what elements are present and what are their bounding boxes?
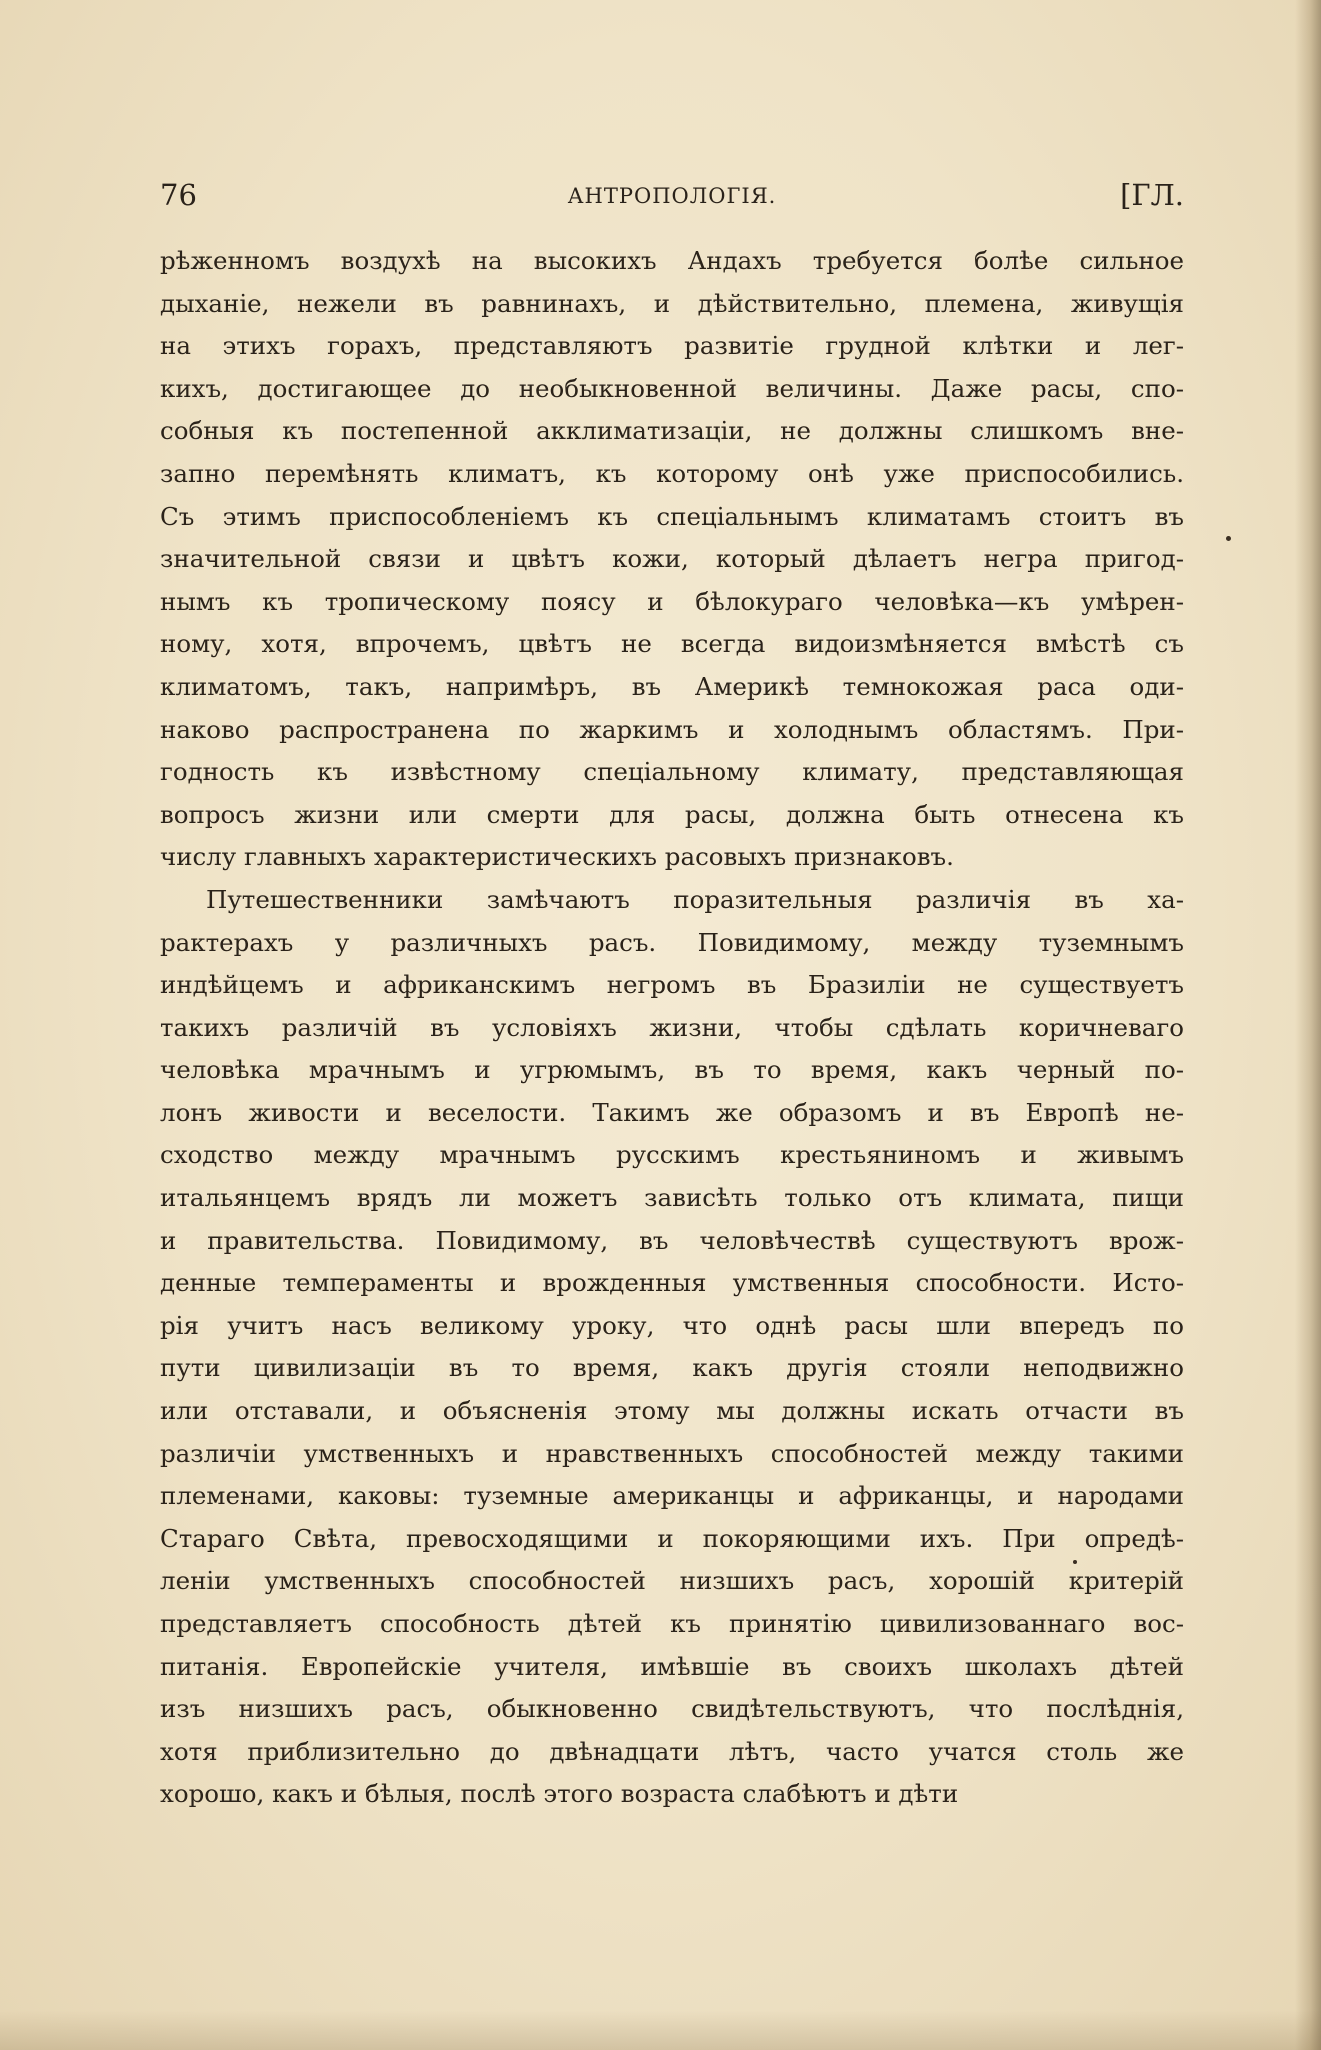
ink-speck bbox=[1226, 536, 1231, 541]
text-line: питанія. Европейскіе учителя, имѣвшіе въ своихъ школахъ дѣтей bbox=[160, 1651, 1184, 1681]
text-line: изъ низшихъ расъ, обыкновенно свидѣтельствуютъ, что послѣднія, bbox=[160, 1694, 1184, 1724]
text-line: дыханіе, нежели въ равнинахъ, и дѣйствительно, племена, живущія bbox=[160, 288, 1184, 318]
page-edge-shadow bbox=[1295, 0, 1321, 2050]
page-bottom-shadow bbox=[0, 2010, 1321, 2050]
chapter-mark: [ГЛ. bbox=[1120, 178, 1184, 212]
text-line: кихъ, достигающее до необыкновенной величины. Даже расы, спо- bbox=[160, 373, 1184, 403]
text-line: сходство между мрачнымъ русскимъ крестьяниномъ и живымъ bbox=[160, 1140, 1184, 1170]
running-header bbox=[160, 178, 1184, 218]
text-line: такихъ различій въ условіяхъ жизни, чтобы сдѣлать коричневаго bbox=[160, 1012, 1184, 1042]
text-line: запно перемѣнять климатъ, къ которому онѣ уже приспособились. bbox=[160, 458, 1184, 488]
text-line: денные темпераменты и врожденныя умственныя способности. Исто- bbox=[160, 1268, 1184, 1298]
text-line: пути цивилизаціи въ то время, какъ другія стояли неподвижно bbox=[160, 1353, 1184, 1383]
text-line: Съ этимъ приспособленіемъ къ спеціальнымъ климатамъ стоитъ въ bbox=[160, 501, 1184, 531]
text-line: климатомъ, такъ, напримѣръ, въ Америкѣ темнокожая раса оди- bbox=[160, 671, 1184, 701]
text-line: на этихъ горахъ, представляютъ развитіе грудной клѣтки и лег- bbox=[160, 331, 1184, 361]
ink-speck bbox=[1073, 1560, 1077, 1564]
text-line: лонъ живости и веселости. Такимъ же образомъ и въ Европѣ не- bbox=[160, 1097, 1184, 1127]
text-line: рѣженномъ воздухѣ на высокихъ Андахъ требуется болѣе сильное bbox=[160, 246, 1184, 275]
body-text bbox=[160, 240, 1184, 1816]
text-line: Стараго Свѣта, превосходящими и покоряющими ихъ. При опредѣ- bbox=[160, 1523, 1184, 1553]
text-line: числу главныхъ характеристическихъ расовыхъ признаковъ. bbox=[160, 842, 954, 872]
paragraph bbox=[160, 240, 1184, 879]
text-line: Путешественники замѣчаютъ поразительныя различія въ ха- bbox=[206, 884, 1184, 914]
text-line: рактерахъ у различныхъ расъ. Повидимому, между туземнымъ bbox=[160, 927, 1184, 957]
text-line: человѣка мрачнымъ и угрюмымъ, въ то время, какъ черный по- bbox=[160, 1055, 1184, 1085]
text-line: племенами, каковы: туземные американцы и африканцы, и народами bbox=[160, 1481, 1184, 1511]
text-line: нымъ къ тропическому поясу и бѣлокураго человѣка—къ умѣрен- bbox=[160, 586, 1184, 616]
text-line: значительной связи и цвѣтъ кожи, который дѣлаетъ негра пригод- bbox=[160, 544, 1184, 574]
paragraph bbox=[160, 879, 1184, 1816]
text-line: рія учитъ насъ великому уроку, что однѣ расы шли впередъ по bbox=[160, 1310, 1184, 1340]
text-line: ному, хотя, впрочемъ, цвѣтъ не всегда видоизмѣняется вмѣстѣ съ bbox=[160, 629, 1184, 659]
text-line: собныя къ постепенной акклиматизаціи, не должны слишкомъ вне- bbox=[160, 416, 1184, 446]
text-line: представляетъ способность дѣтей къ принятію цивилизованнаго вос- bbox=[160, 1609, 1184, 1638]
text-line: хорошо, какъ и бѣлыя, послѣ этого возраста слабѣютъ и дѣти bbox=[160, 1779, 959, 1809]
text-line: вопросъ жизни или смерти для расы, должна быть отнесена къ bbox=[160, 799, 1184, 829]
text-line: наково распространена по жаркимъ и холоднымъ областямъ. При- bbox=[160, 714, 1184, 744]
text-line: или отставали, и объясненія этому мы должны искать отчасти въ bbox=[160, 1396, 1184, 1426]
text-line: хотя приблизительно до двѣнадцати лѣтъ, часто учатся столь же bbox=[160, 1736, 1184, 1766]
running-title: АНТРОПОЛОГІЯ. bbox=[567, 184, 777, 208]
text-line: различіи умственныхъ и нравственныхъ способностей между такими bbox=[160, 1438, 1184, 1468]
text-line: и правительства. Повидимому, въ человѣчествѣ существуютъ врож- bbox=[160, 1225, 1184, 1255]
text-line: леніи умственныхъ способностей низшихъ расъ, хорошій критерій bbox=[160, 1566, 1184, 1596]
text-line: годность къ извѣстному спеціальному климату, представляющая bbox=[160, 757, 1184, 787]
page-number: 76 bbox=[160, 178, 197, 212]
text-line: итальянцемъ врядъ ли можетъ зависѣть только отъ климата, пищи bbox=[160, 1183, 1184, 1213]
text-line: индѣйцемъ и африканскимъ негромъ въ Бразиліи не существуетъ bbox=[160, 970, 1184, 1000]
